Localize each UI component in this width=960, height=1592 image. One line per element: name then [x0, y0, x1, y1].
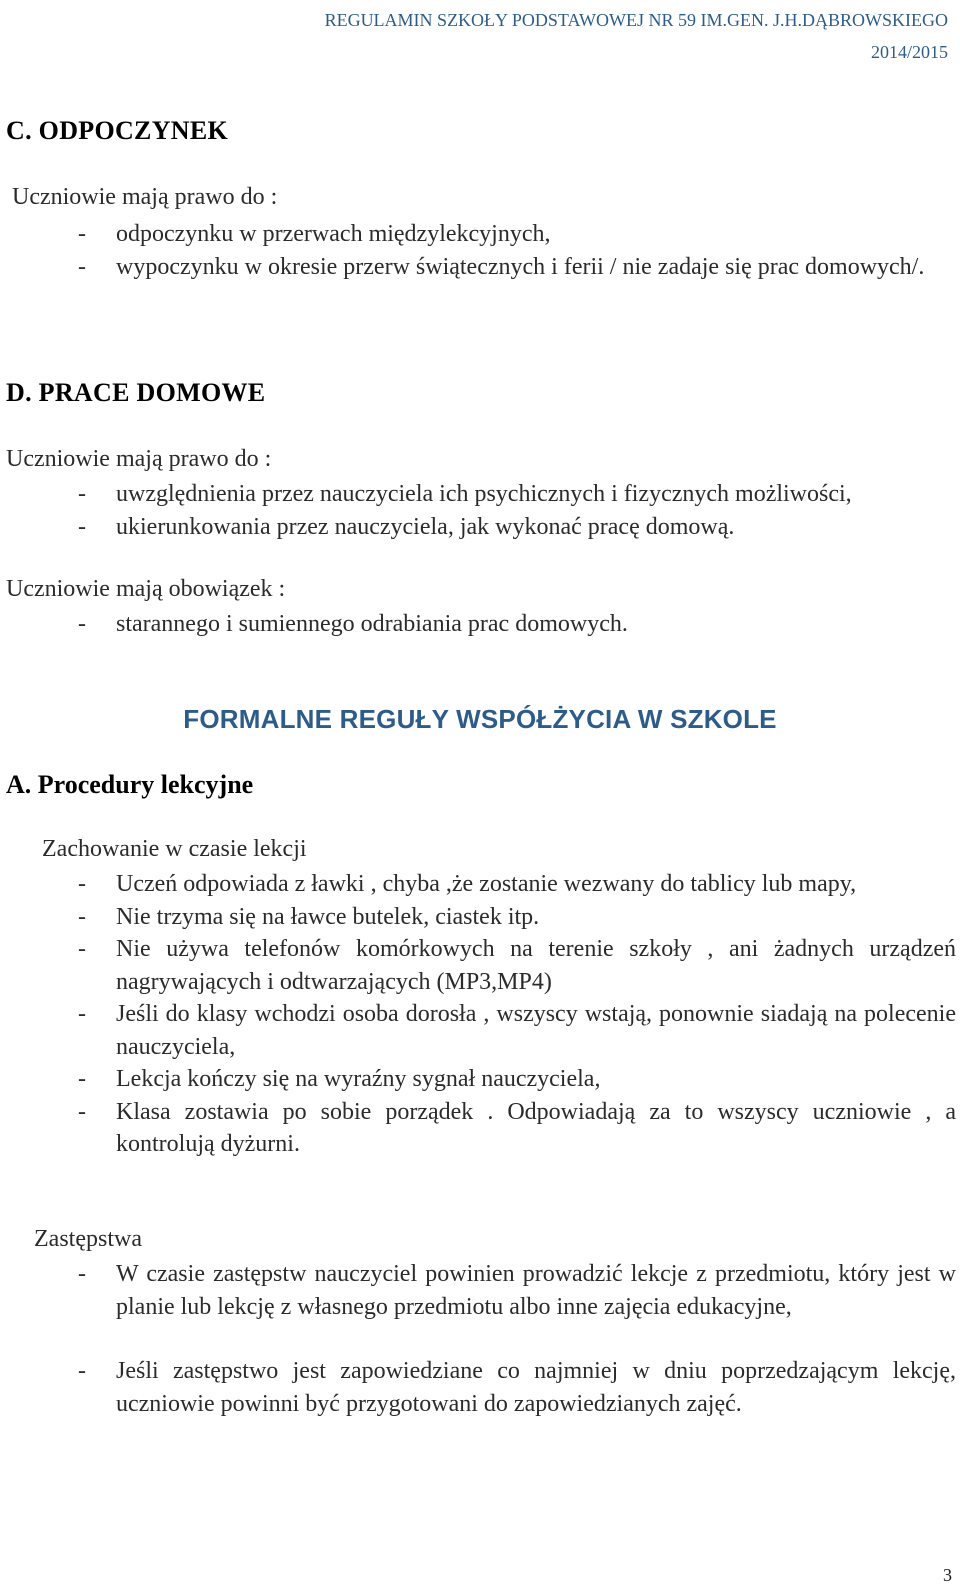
page-number: 3 — [943, 1565, 952, 1585]
header-title: REGULAMIN SZKOŁY PODSTAWOWEJ NR 59 IM.GEN. J.H.DĄBROWSKIEGO — [324, 10, 948, 30]
section-c-title: C. ODPOCZYNEK — [6, 116, 229, 145]
list-item: - starannego i sumiennego odrabiania prac domowych. — [78, 611, 628, 637]
list-item: - Nie używa telefonów komórkowych na terenie szkoły , ani żadnych urządzeń nagrywających i odtwarzających (MP3,MP4) — [78, 936, 956, 995]
header-year: 2014/2015 — [870, 42, 948, 62]
section-d-duty-list — [78, 608, 956, 641]
list-item: - Jeśli zastępstwo jest zapowiedziane co najmniej w dniu poprzedzającym lekcję, uczniowie powinni być przygotowani do zapowiedzianych zajęć. — [78, 1358, 956, 1417]
substitutions-list — [78, 1258, 956, 1420]
list-item: - Nie trzyma się na ławce butelek, ciastek itp. — [78, 903, 540, 930]
list-item: - Lekcja kończy się na wyraźny sygnał nauczyciela, — [78, 1066, 601, 1092]
formal-rules-heading: FORMALNE REGUŁY WSPÓŁŻYCIA W SZKOLE — [183, 704, 777, 734]
list-item: - Uczeń odpowiada z ławki , chyba ,że zostanie wezwany do tablicy lub mapy, — [78, 871, 857, 897]
behavior-intro: Zachowanie w czasie lekcji — [42, 836, 307, 862]
list-item: - W czasie zastępstw nauczyciel powinien prowadzić lekcje z przedmiotu, który jest w planie lub lekcję z własnego przedmiotu albo inne zajęcia edukacyjne, — [78, 1261, 956, 1320]
list-item: - odpoczynku w przerwach międzylekcyjnych, — [78, 221, 551, 247]
section-d-duty-intro: Uczniowie mają obowiązek : — [6, 576, 286, 602]
list-item: - Jeśli do klasy wchodzi osoba dorosła , wszyscy wstają, ponownie siadają na polecenie nauczyciela, — [78, 1001, 956, 1060]
behavior-list — [78, 868, 956, 1161]
section-d-title: D. PRACE DOMOWE — [6, 378, 266, 407]
document-header — [325, 4, 948, 68]
list-item: - Klasa zostawia po sobie porządek . Odpowiadają za to wszyscy uczniowie , a kontrolują dyżurni. — [78, 1098, 956, 1157]
section-c-list — [78, 218, 956, 283]
list-item: - uwzględnienia przez nauczyciela ich psychicznych i fizycznych możliwości, — [78, 481, 852, 507]
section-d-rights-list — [78, 478, 956, 543]
substitutions-intro: Zastępstwa — [34, 1226, 142, 1252]
section-d-rights-intro: Uczniowie mają prawo do : — [6, 446, 272, 472]
procedures-title: A. Procedury lekcyjne — [6, 770, 254, 799]
list-item: - ukierunkowania przez nauczyciela, jak wykonać pracę domową. — [78, 513, 735, 540]
list-item: - wypoczynku w okresie przerw świątecznych i ferii / nie zadaje się prac domowych/. — [78, 253, 925, 280]
section-c-intro: Uczniowie mają prawo do : — [12, 184, 278, 210]
